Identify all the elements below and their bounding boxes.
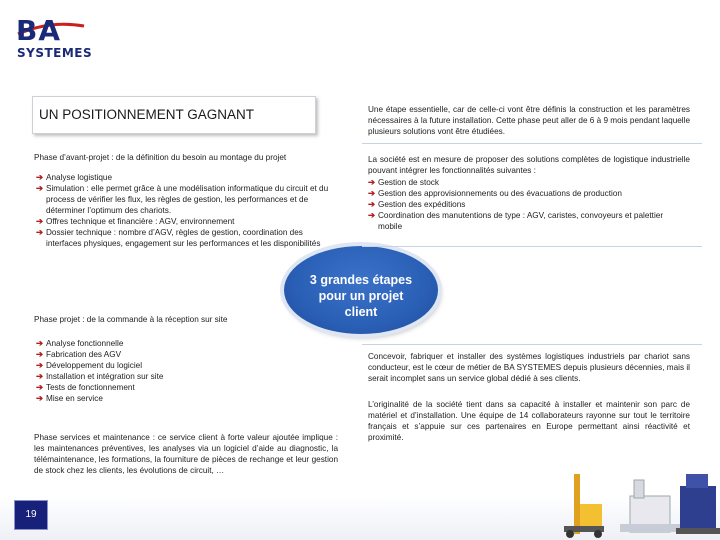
list-item: ➔ Développement du logiciel xyxy=(36,360,143,370)
title-box xyxy=(32,96,316,134)
phase3-text: : ce service client à forte valeur ajoutée implique : les maintenances préventives, les analyses via un logiciel d’aide au diagnostic, la télémaintenance, les formations, la fourniture de pièces de rechange et leur gestion de stock chez les clients, les évolutions de circuit, … xyxy=(34,433,338,475)
list-item: ➔ Analyse logistique xyxy=(36,172,112,182)
list-item: ➔ Offres technique et financière : AGV, environnement xyxy=(36,216,235,226)
arrow-right-icon: ➔ xyxy=(368,177,376,187)
list-item: ➔ Fabrication des AGV xyxy=(36,349,122,359)
divider xyxy=(362,143,702,144)
arrow-right-icon: ➔ xyxy=(36,338,44,348)
arrow-right-icon: ➔ xyxy=(36,216,44,226)
divider xyxy=(362,246,702,247)
phase2-heading: Phase projet : de la commande à la réception sur site xyxy=(34,315,228,324)
list-item: ➔ Gestion des expéditions xyxy=(368,199,466,209)
right-paragraph-3: Concevoir, fabriquer et installer des systèmes logistiques industriels par chariot sans conducteur, est le cœur de métier de BA SYSTEMES depuis plusieurs décennies, mais il serait incomplet sans un service global dédié à ses clients. xyxy=(368,352,690,383)
list-item: ➔ Tests de fonctionnement xyxy=(36,382,135,392)
phase2-list xyxy=(36,338,296,404)
arrow-right-icon: ➔ xyxy=(36,360,44,370)
badge-text: 3 grandes étapes pour un projet client xyxy=(309,273,413,319)
list-item: ➔ Installation et intégration sur site xyxy=(36,371,164,381)
arrow-right-icon: ➔ xyxy=(36,382,44,392)
phase1-list xyxy=(36,172,336,249)
arrow-right-icon: ➔ xyxy=(36,227,44,237)
arrow-right-icon: ➔ xyxy=(36,393,44,403)
features-list xyxy=(368,177,668,232)
three-steps-badge xyxy=(284,246,438,334)
divider xyxy=(362,344,702,345)
arrow-right-icon: ➔ xyxy=(36,371,44,381)
arrow-right-icon: ➔ xyxy=(36,183,44,193)
forklift-mast-icon xyxy=(574,474,580,534)
arrow-right-icon: ➔ xyxy=(36,349,44,359)
company-logo xyxy=(14,12,94,62)
right-paragraph-2: La société est en mesure de proposer des solutions complètes de logistique industrielle pouvant intégrer les fonctionnalités suivantes : xyxy=(368,155,690,175)
phase1-heading: Phase d’avant-projet : de la définition du besoin au montage du projet xyxy=(34,153,287,162)
list-item: ➔ Coordination des manutentions de type : AGV, caristes, convoyeurs et palettier mobile xyxy=(368,210,664,231)
list-item: ➔ Analyse fonctionnelle xyxy=(36,338,124,348)
agv-machines-image xyxy=(560,466,720,540)
list-item: ➔ Gestion des approvisionnements ou des évacuations de production xyxy=(368,188,622,198)
list-item: ➔ Gestion de stock xyxy=(368,177,439,187)
logo-ba-text: BA xyxy=(16,14,62,47)
page-number: 19 xyxy=(14,500,48,530)
arrow-right-icon: ➔ xyxy=(368,188,376,198)
arrow-right-icon: ➔ xyxy=(368,210,376,220)
right-paragraph-1: Une étape essentielle, car de celle-ci vont être définis la construction et les paramètres nécessaires à la future installation. Cette phase peut aller de 6 à 9 mois pendant laquelle plusieurs solutions vont être étudiées. xyxy=(368,105,690,136)
page-title: UN POSITIONNEMENT GAGNANT xyxy=(39,107,255,122)
phase3-paragraph xyxy=(34,432,338,476)
list-item: ➔ Dossier technique : nombre d’AGV, règles de gestion, coordination des interfaces physiques, engagement sur les performances et les disponibilités xyxy=(36,227,321,248)
list-item: ➔ Mise en service xyxy=(36,393,103,403)
agv-blue-icon xyxy=(680,486,716,532)
arrow-right-icon: ➔ xyxy=(368,199,376,209)
list-item: ➔ Simulation : elle permet grâce à une modélisation informatique du circuit et du process de vérifier les flux, les règles de gestion, les performances et de déterminer l’optimum des chariots. xyxy=(36,183,329,215)
logo-systemes-text: SYSTEMES xyxy=(17,46,93,60)
phase3-label: Phase services et maintenance xyxy=(34,433,150,442)
right-paragraph-4: L’originalité de la société tient dans sa capacité à installer et maintenir son parc de matériel et d’installation. Une équipe de 14 collaborateurs rayonne sur tout le territoire français et s’appuie sur ces partenaires en Europe permettant ainsi réactivité et proximité. xyxy=(368,400,690,442)
arrow-right-icon: ➔ xyxy=(36,172,44,182)
